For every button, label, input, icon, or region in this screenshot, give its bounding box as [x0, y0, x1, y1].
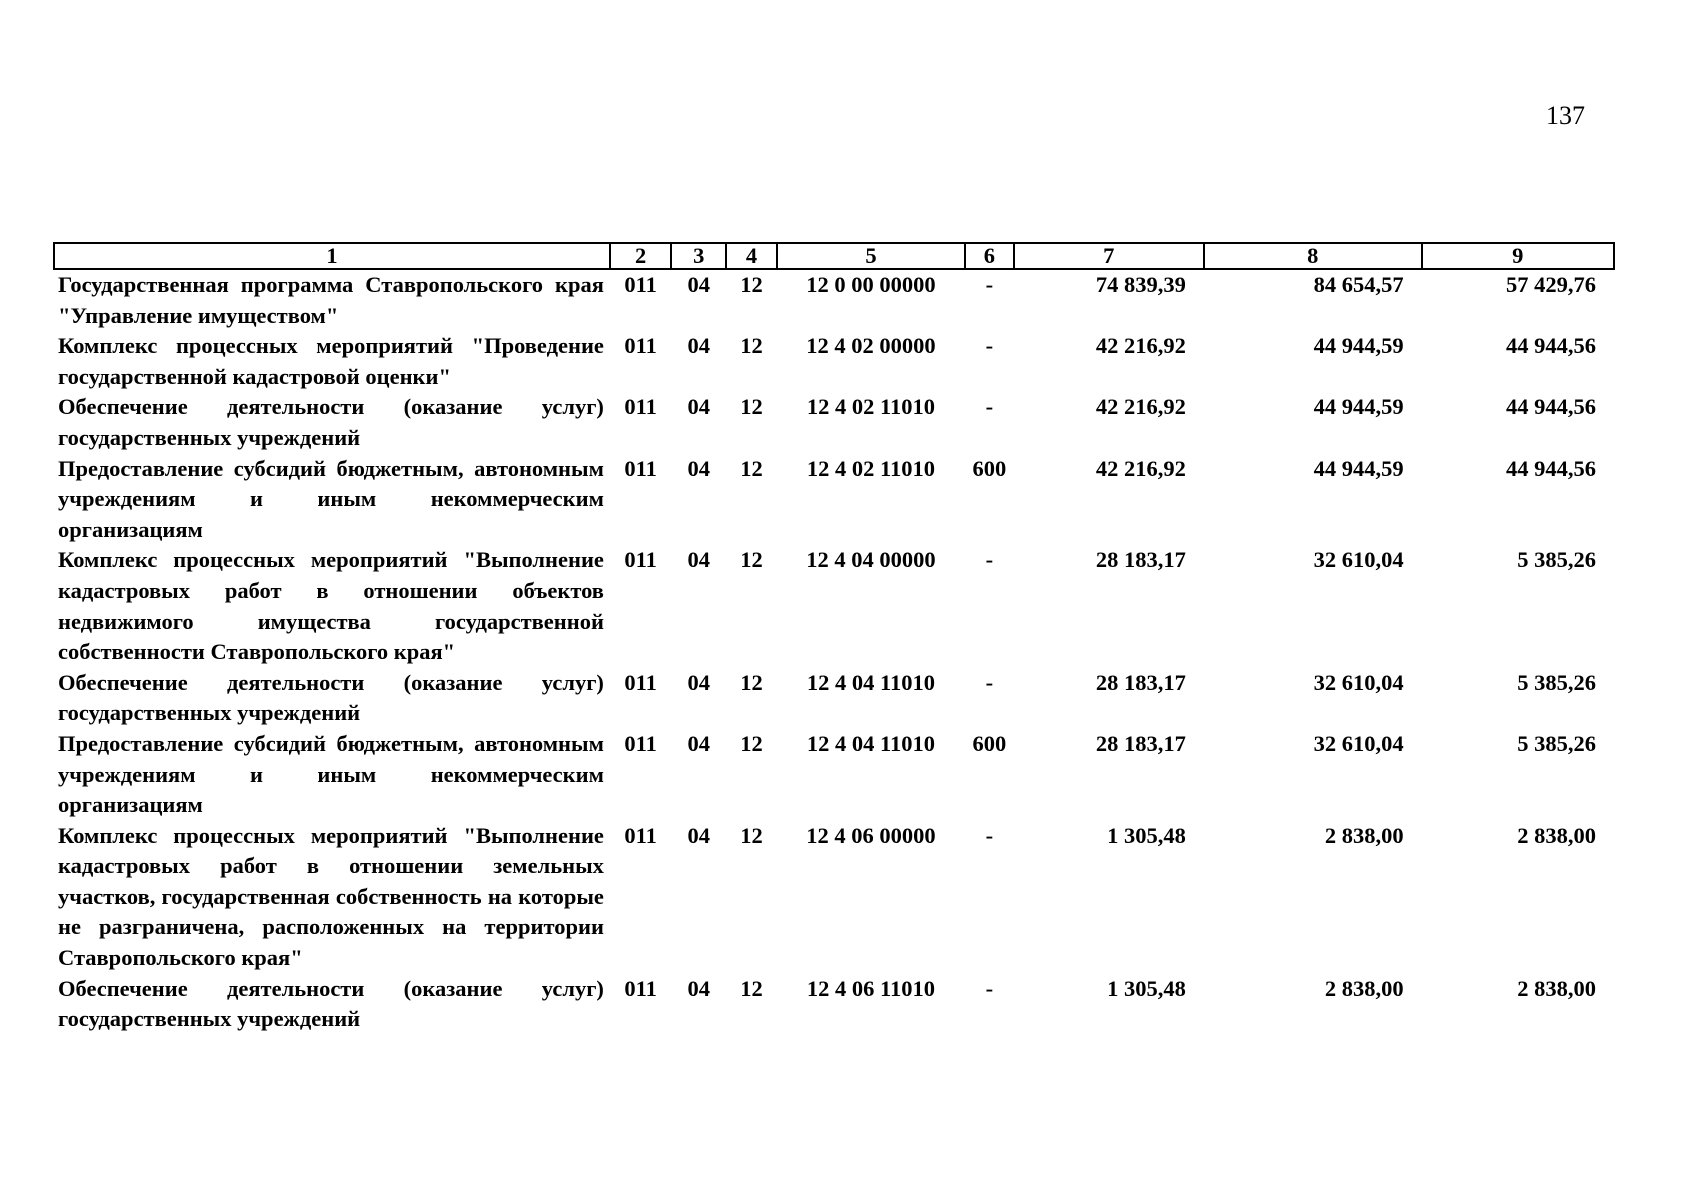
section-code: 011: [624, 455, 657, 481]
subsection-code: 04: [687, 975, 710, 1001]
budget-table: [53, 242, 1615, 1035]
amount-col-7: 28 183,17: [1095, 547, 1186, 573]
section-code: 011: [624, 394, 657, 420]
header-col-7: 7: [1014, 243, 1204, 269]
subsection-code: 04: [687, 547, 710, 573]
row-description: Обеспечение деятельности (оказание услуг) государственных учреждений: [58, 669, 604, 726]
row-description: Обеспечение деятельности (оказание услуг) государственных учреждений: [58, 394, 604, 450]
expense-type-code: -: [985, 333, 994, 359]
expense-type-code: 600: [972, 730, 1007, 756]
page-number: 137: [1546, 101, 1585, 130]
expense-type-code: -: [985, 272, 994, 297]
target-item-code: 12 4 04 11010: [806, 669, 936, 695]
subsection-code: 04: [687, 394, 710, 420]
amount-col-8: 32 610,04: [1313, 669, 1404, 695]
section-code: 011: [624, 822, 657, 848]
subsection-code: 04: [687, 669, 710, 695]
amount-col-7: 1 305,48: [1107, 822, 1186, 848]
subsection-code-2: 12: [740, 455, 763, 481]
header-col-9: 9: [1422, 243, 1614, 269]
amount-col-8: 2 838,00: [1324, 975, 1404, 1001]
subsection-code: 04: [687, 822, 710, 848]
target-item-code: 12 4 04 00000: [806, 547, 936, 573]
target-item-code: 12 4 02 11010: [806, 455, 936, 481]
expense-type-code: 600: [972, 455, 1007, 481]
amount-col-7: 28 183,17: [1095, 730, 1186, 756]
row-description: Комплекс процессных мероприятий "Выполнение кадастровых работ в отношении объектов недвижимого имущества государственной собственности Ставропольского края": [58, 547, 604, 665]
target-item-code: 12 0 00 00000: [806, 272, 936, 297]
amount-col-8: 32 610,04: [1313, 730, 1404, 756]
amount-col-9: 2 838,00: [1517, 822, 1596, 848]
section-code: 011: [624, 272, 657, 297]
table-row: [54, 331, 1614, 392]
subsection-code-2: 12: [740, 333, 763, 359]
amount-col-8: 44 944,59: [1313, 333, 1404, 359]
target-item-code: 12 4 02 00000: [806, 333, 936, 359]
section-code: 011: [624, 547, 657, 573]
amount-col-9: 5 385,26: [1517, 547, 1596, 573]
amount-col-8: 32 610,04: [1313, 547, 1404, 573]
amount-col-7: 42 216,92: [1095, 333, 1186, 359]
target-item-code: 12 4 02 11010: [806, 394, 936, 420]
amount-col-7: 42 216,92: [1095, 394, 1186, 420]
table-row: [54, 269, 1614, 331]
subsection-code: 04: [687, 333, 710, 359]
amount-col-9: 44 944,56: [1506, 394, 1596, 420]
amount-col-7: 74 839,39: [1095, 272, 1186, 297]
row-description: Государственная программа Ставропольского края "Управление имуществом": [58, 272, 604, 328]
header-col-1: 1: [54, 243, 610, 269]
amount-col-8: 44 944,59: [1313, 394, 1404, 420]
header-row: [54, 243, 1614, 269]
subsection-code-2: 12: [740, 730, 763, 756]
table-body: [54, 269, 1614, 1035]
section-code: 011: [624, 669, 657, 695]
expense-type-code: -: [985, 822, 994, 848]
amount-col-9: 2 838,00: [1517, 975, 1596, 1001]
subsection-code-2: 12: [740, 547, 763, 573]
row-description: Комплекс процессных мероприятий "Выполнение кадастровых работ в отношении земельных участков, государственная собственность на которые не разграничена, расположенных на территории Ставропольского края": [58, 822, 604, 971]
subsection-code-2: 12: [740, 669, 763, 695]
amount-col-7: 42 216,92: [1095, 455, 1186, 481]
amount-col-9: 44 944,56: [1506, 333, 1596, 359]
row-description: Предоставление субсидий бюджетным, автономным учреждениям и иным некоммерческим организациям: [58, 730, 604, 818]
header-col-2: 2: [610, 243, 671, 269]
table-row: [54, 454, 1614, 546]
target-item-code: 12 4 06 00000: [806, 822, 936, 848]
subsection-code-2: 12: [740, 394, 763, 420]
expense-type-code: -: [985, 669, 994, 695]
expense-type-code: -: [985, 547, 994, 573]
section-code: 011: [624, 333, 657, 359]
amount-col-9: 5 385,26: [1517, 730, 1596, 756]
amount-col-7: 28 183,17: [1095, 669, 1186, 695]
amount-col-8: 2 838,00: [1324, 822, 1404, 848]
header-col-5: 5: [777, 243, 965, 269]
table-row: [54, 545, 1614, 667]
table-row: [54, 974, 1614, 1035]
header-col-3: 3: [671, 243, 726, 269]
subsection-code-2: 12: [740, 272, 763, 297]
subsection-code: 04: [687, 272, 710, 297]
row-description: Предоставление субсидий бюджетным, автономным учреждениям и иным некоммерческим организациям: [58, 455, 604, 542]
header-col-4: 4: [726, 243, 777, 269]
row-description: Комплекс процессных мероприятий "Проведение государственной кадастровой оценки": [58, 333, 604, 389]
amount-col-9: 5 385,26: [1517, 669, 1596, 695]
row-description: Обеспечение деятельности (оказание услуг) государственных учреждений: [58, 975, 604, 1032]
table-row: [54, 668, 1614, 729]
subsection-code: 04: [687, 730, 710, 756]
amount-col-9: 57 429,76: [1506, 272, 1596, 297]
table-row: [54, 821, 1614, 974]
header-col-6: 6: [965, 243, 1014, 269]
amount-col-9: 44 944,56: [1506, 455, 1596, 481]
subsection-code-2: 12: [740, 975, 763, 1001]
table-row: [54, 392, 1614, 453]
amount-col-8: 84 654,57: [1313, 272, 1404, 297]
subsection-code-2: 12: [740, 822, 763, 848]
subsection-code: 04: [687, 455, 710, 481]
section-code: 011: [624, 730, 657, 756]
amount-col-7: 1 305,48: [1107, 975, 1186, 1001]
target-item-code: 12 4 04 11010: [806, 730, 936, 756]
table-row: [54, 729, 1614, 821]
expense-type-code: -: [985, 975, 994, 1001]
section-code: 011: [624, 975, 657, 1001]
header-col-8: 8: [1204, 243, 1422, 269]
target-item-code: 12 4 06 11010: [806, 975, 936, 1001]
expense-type-code: -: [985, 394, 994, 420]
amount-col-8: 44 944,59: [1313, 455, 1404, 481]
